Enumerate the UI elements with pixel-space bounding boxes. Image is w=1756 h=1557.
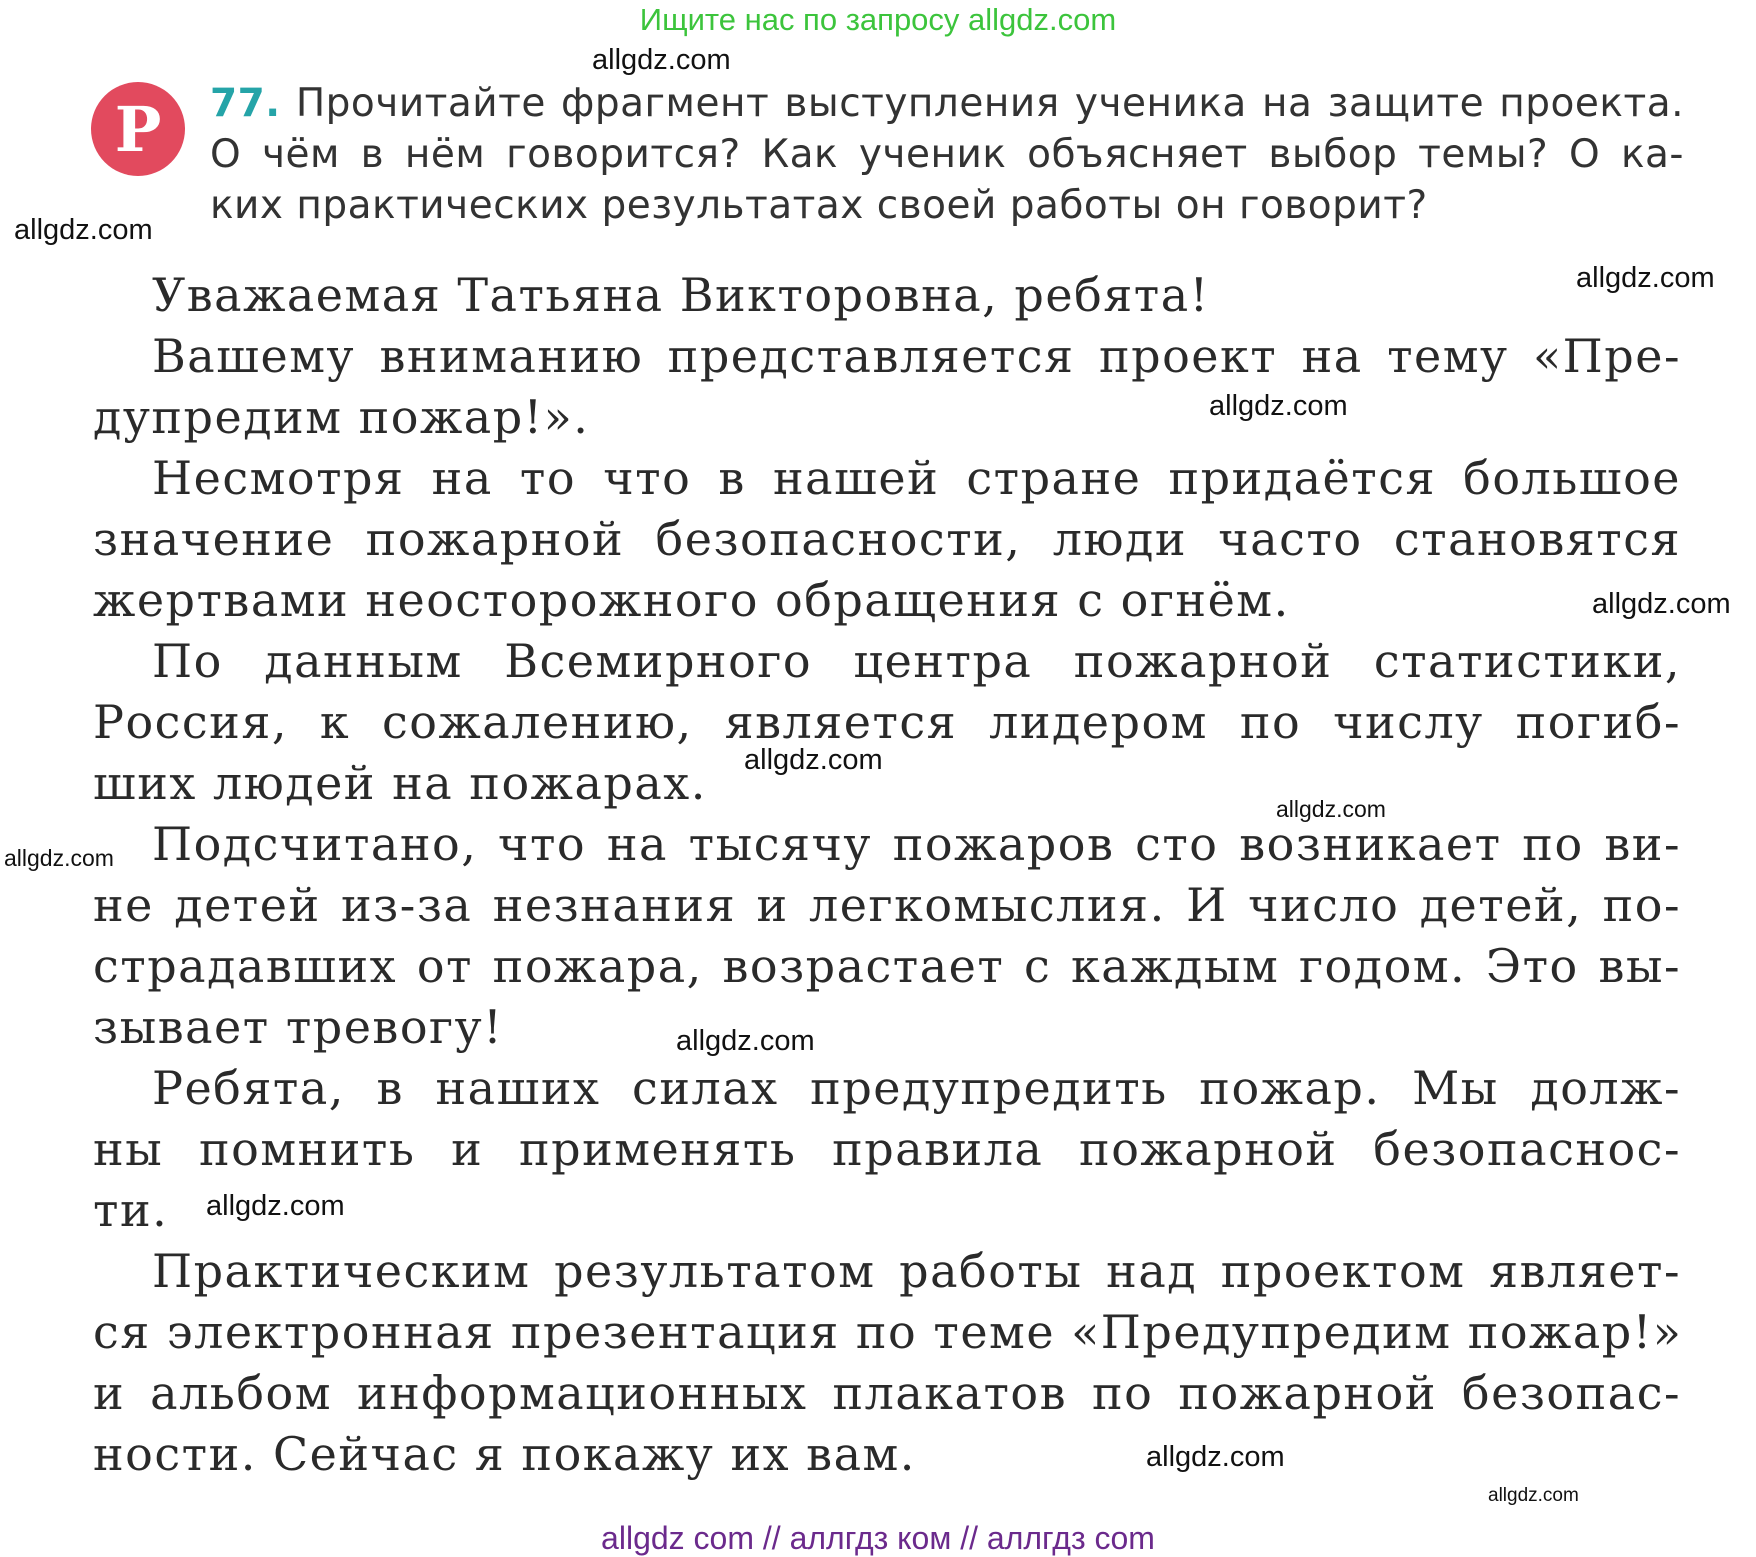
task-line: ких практических результатах своей работы он говорит? bbox=[210, 183, 1428, 228]
speech-line: страдавших от пожара, возрастает с каждым годом. Это вы- bbox=[93, 939, 1681, 993]
search-banner: Ищите нас по запросу allgdz.com bbox=[639, 2, 1117, 37]
task-line: 77. Прочитайте фрагмент выступления ученика на защите проекта. bbox=[210, 81, 1684, 126]
speech-line: и альбом информационных плакатов по пожарной безопас- bbox=[93, 1366, 1681, 1420]
speech-line: Ребята, в наших силах предупредить пожар. Мы долж- bbox=[152, 1061, 1681, 1115]
watermark: allgdz.com bbox=[1488, 1485, 1579, 1506]
watermark: allgdz.com bbox=[676, 1025, 815, 1057]
section-badge: Р bbox=[91, 82, 185, 176]
speech-line: ших людей на пожарах. bbox=[93, 756, 707, 810]
task-number: 77. bbox=[210, 81, 281, 126]
speech-line: ся электронная презентация по теме «Предупредим пожар!» bbox=[93, 1305, 1683, 1359]
speech-line: Практическим результатом работы над проектом являет- bbox=[152, 1244, 1681, 1298]
task-line: О чём в нём говорится? Как ученик объясняет выбор темы? О ка- bbox=[210, 132, 1684, 177]
speech-line: ности. Сейчас я покажу их вам. bbox=[93, 1427, 916, 1481]
speech-line: не детей из-за незнания и легкомыслия. И число детей, по- bbox=[93, 878, 1681, 932]
watermark: allgdz.com bbox=[14, 214, 153, 246]
speech-line: жертвами неосторожного обращения с огнём. bbox=[93, 573, 1290, 627]
speech-line: зывает тревогу! bbox=[93, 1000, 504, 1054]
speech-line: ны помнить и применять правила пожарной безопаснос- bbox=[93, 1122, 1681, 1176]
speech-line: Несмотря на то что в нашей стране придаётся большое bbox=[152, 451, 1681, 505]
task-instructions bbox=[210, 78, 1684, 231]
watermark: allgdz.com bbox=[744, 744, 883, 776]
watermark: allgdz.com bbox=[1592, 588, 1731, 620]
speech-line: Россия, к сожалению, является лидером по числу погиб- bbox=[93, 695, 1681, 749]
speech-line: Вашему вниманию представляется проект на тему «Пре- bbox=[152, 329, 1681, 383]
watermark: allgdz.com bbox=[1146, 1441, 1285, 1473]
speech-line: значение пожарной безопасности, люди часто становятся bbox=[93, 512, 1681, 566]
speech-line: ти. bbox=[93, 1183, 169, 1237]
watermark: allgdz.com bbox=[1276, 796, 1386, 822]
speech-text bbox=[93, 265, 1681, 1485]
speech-line: Подсчитано, что на тысячу пожаров сто возникает по ви- bbox=[152, 817, 1681, 871]
watermark: allgdz.com bbox=[4, 845, 114, 871]
watermark: allgdz.com bbox=[1209, 390, 1348, 422]
speech-line: дупредим пожар!». bbox=[93, 390, 590, 444]
watermark: allgdz.com bbox=[206, 1190, 345, 1222]
watermark: allgdz.com bbox=[592, 44, 731, 76]
footer-watermark: allgdz com // аллгдз ком // аллгдз com bbox=[601, 1520, 1155, 1556]
speech-line: Уважаемая Татьяна Викторовна, ребята! bbox=[152, 268, 1210, 322]
speech-line: По данным Всемирного центра пожарной статистики, bbox=[152, 634, 1681, 688]
watermark: allgdz.com bbox=[1576, 262, 1715, 294]
